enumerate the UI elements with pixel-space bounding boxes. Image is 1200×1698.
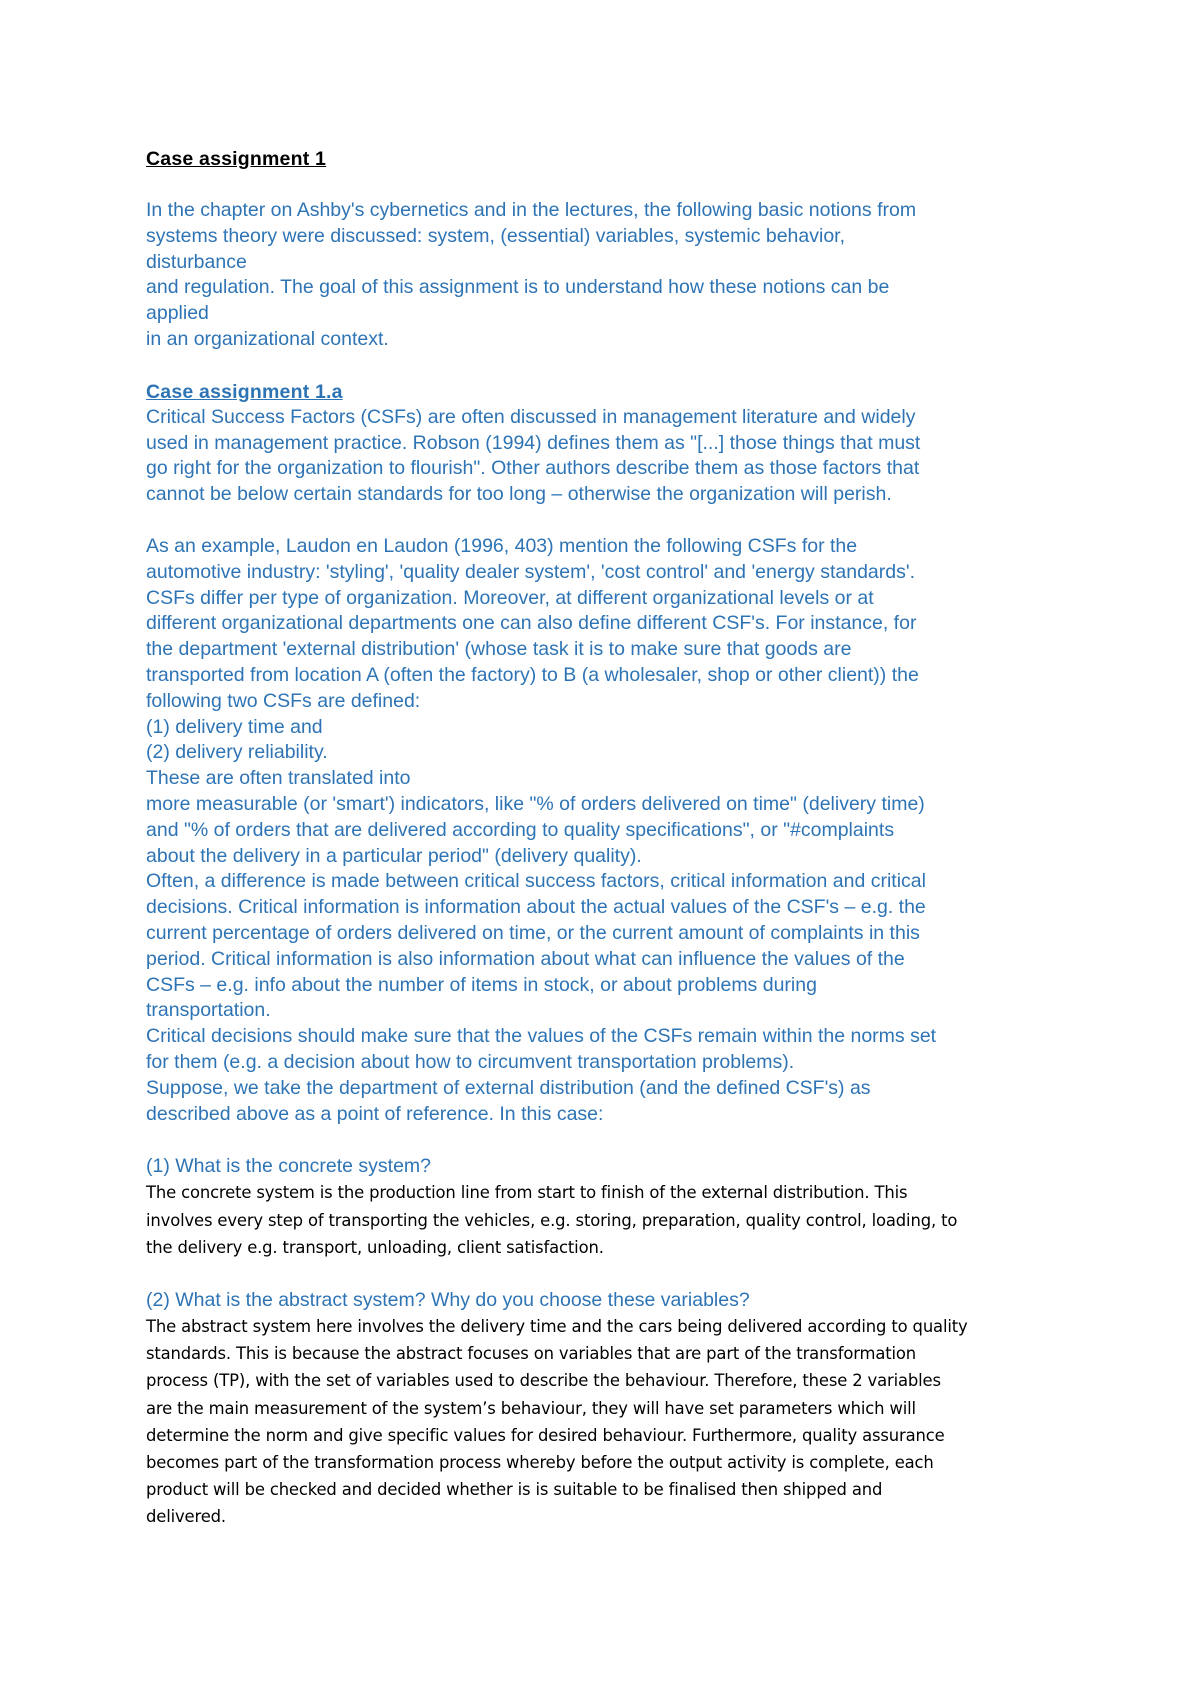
text-line: Critical decisions should make sure that the values of the CSFs remain within the norms set — [146, 1025, 937, 1048]
spacer — [146, 508, 1076, 534]
text-line: Suppose, we take the department of external distribution (and the defined CSF's) as — [146, 1076, 871, 1099]
text-line: transported from location A (often the factory) to B (a wholesaler, shop or other client)) the — [146, 663, 919, 686]
answer-line: determine the norm and give specific values for desired behaviour. Furthermore, quality assurance — [146, 1425, 945, 1445]
text-line: automotive industry: 'styling', 'quality dealer system', 'cost control' and 'energy standards'. — [146, 560, 915, 583]
text-line: different organizational departments one can also define different CSF's. For instance, for — [146, 612, 917, 635]
text-line: used in management practice. Robson (1994) defines them as "[...] those things that must — [146, 431, 921, 454]
text-line: (1) delivery time and — [146, 715, 323, 738]
text-line: go right for the organization to flourish". Other authors describe them as those factors that — [146, 457, 920, 480]
example-paragraph — [146, 534, 1076, 1127]
text-line: These are often translated into — [146, 767, 411, 790]
intro-line: disturbance — [146, 250, 247, 273]
section-heading: Case assignment 1.a — [146, 380, 343, 403]
text-line: Often, a difference is made between critical success factors, critical information and critical — [146, 870, 926, 893]
text-line: the department 'external distribution' (whose task it is to make sure that goods are — [146, 638, 852, 661]
text-line: more measurable (or 'smart') indicators, like "% of orders delivered on time" (delivery time) — [146, 792, 925, 815]
answer-line: process (TP), with the set of variables used to describe the behaviour. Therefore, these 2 variables — [146, 1371, 941, 1391]
answer-line: becomes part of the transformation process whereby before the output activity is complete, each — [146, 1452, 934, 1472]
text-line: period. Critical information is also information about what can influence the values of the — [146, 947, 905, 970]
intro-line: and regulation. The goal of this assignment is to understand how these notions can be — [146, 276, 890, 299]
csf-paragraph — [146, 405, 1076, 508]
answer-line: The abstract system here involves the delivery time and the cars being delivered according to quality — [146, 1316, 968, 1336]
text-line: and "% of orders that are delivered according to quality specifications", or "#complaints — [146, 818, 895, 841]
answer-line: standards. This is because the abstract focuses on variables that are part of the transformation — [146, 1344, 917, 1364]
spacer — [146, 172, 1076, 198]
text-line: for them (e.g. a decision about how to circumvent transportation problems). — [146, 1050, 795, 1073]
answer-line: the delivery e.g. transport, unloading, client satisfaction. — [146, 1237, 604, 1257]
intro-line: In the chapter on Ashby's cybernetics and in the lectures, the following basic notions from — [146, 199, 917, 221]
answer-2 — [146, 1313, 1076, 1531]
answer-line: delivered. — [146, 1507, 226, 1527]
page-title: Case assignment 1 — [146, 148, 327, 170]
text-line: described above as a point of reference. In this case: — [146, 1102, 604, 1125]
answer-line: product will be checked and decided whether is is suitable to be finalised then shipped and — [146, 1480, 883, 1500]
intro-line: systems theory were discussed: system, (essential) variables, systemic behavior, — [146, 224, 846, 247]
text-line: decisions. Critical information is information about the actual values of the CSF's – e.g. the — [146, 896, 926, 919]
intro-line: applied — [146, 302, 209, 325]
text-line: cannot be below certain standards for too long – otherwise the organization will perish. — [146, 483, 892, 506]
text-line: Critical Success Factors (CSFs) are often discussed in management literature and widely — [146, 405, 916, 428]
document-page — [146, 146, 1076, 1531]
answer-line: are the main measurement of the system’s behaviour, they will have set parameters which will — [146, 1398, 916, 1418]
answer-line: involves every step of transporting the vehicles, e.g. storing, preparation, quality control, loading, to — [146, 1210, 958, 1230]
question-2: (2) What is the abstract system? Why do you choose these variables? — [146, 1288, 750, 1311]
text-line: CSFs – e.g. info about the number of items in stock, or about problems during — [146, 973, 817, 996]
intro-line: in an organizational context. — [146, 327, 389, 350]
text-line: about the delivery in a particular period" (delivery quality). — [146, 844, 642, 867]
answer-line: The concrete system is the production line from start to finish of the external distribution. This — [146, 1183, 908, 1203]
spacer — [146, 353, 1076, 379]
question-1: (1) What is the concrete system? — [146, 1155, 432, 1178]
intro-paragraph — [146, 198, 1076, 353]
text-line: (2) delivery reliability. — [146, 741, 328, 764]
text-line: current percentage of orders delivered on time, or the current amount of complaints in this — [146, 921, 920, 944]
text-line: transportation. — [146, 999, 271, 1022]
spacer — [146, 1261, 1076, 1287]
text-line: As an example, Laudon en Laudon (1996, 403) mention the following CSFs for the — [146, 534, 858, 557]
text-line: following two CSFs are defined: — [146, 689, 421, 712]
text-line: CSFs differ per type of organization. Moreover, at different organizational levels or at — [146, 586, 874, 609]
spacer — [146, 1127, 1076, 1153]
answer-1 — [146, 1179, 1076, 1261]
